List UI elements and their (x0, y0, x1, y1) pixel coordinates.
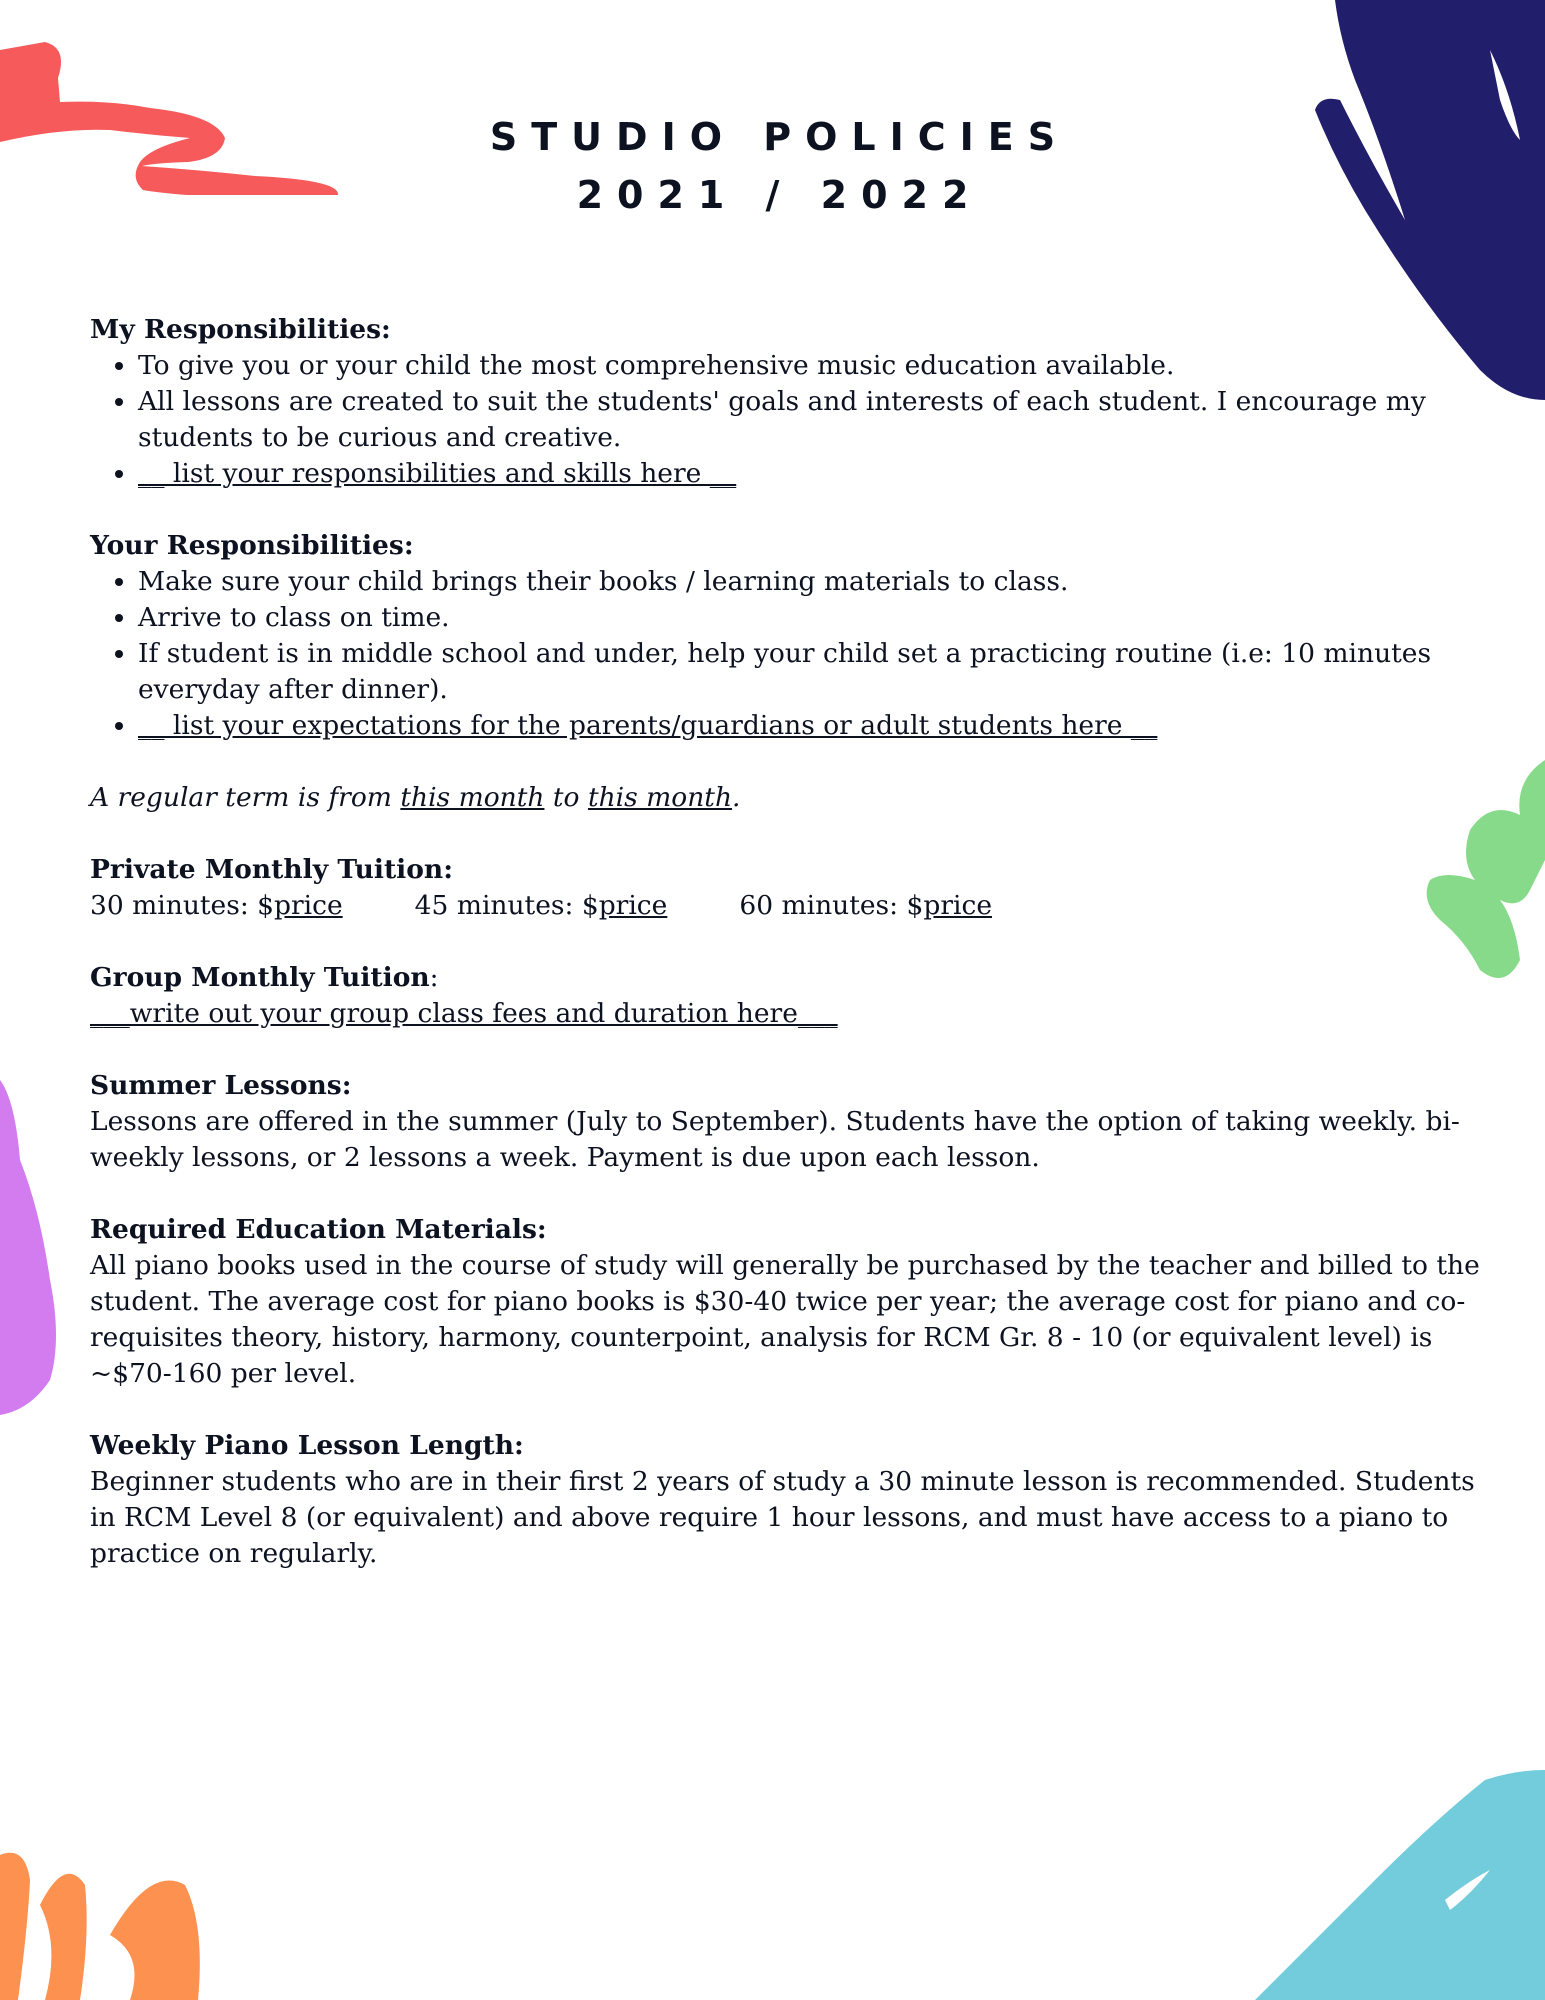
list-item: • Arrive to class on time. (138, 600, 1485, 636)
list-item: • If student is in middle school and under, help your child set a practicing routine (i.e: 10 minutes everyday after dinner). (138, 636, 1485, 708)
tuition-60-price: price (923, 890, 993, 921)
private-tuition-row (90, 888, 1485, 924)
page-title: STUDIO POLICIES (489, 115, 1070, 159)
group-tuition-heading: Group Monthly Tuition (90, 962, 430, 993)
term-sentence (90, 780, 1485, 816)
private-tuition-section (90, 852, 1485, 924)
orange-brush-stroke (0, 1845, 210, 2000)
lesson-length-section (90, 1428, 1485, 1572)
tuition-45-label: 45 minutes: $ (414, 890, 599, 921)
materials-section (90, 1212, 1485, 1392)
lesson-length-body: Beginner students who are in their first 2 years of study a 30 minute lesson is recommended. Students in RCM Level 8 (or equivalent) and above require 1 hour lessons, and must have access to a piano to practice on regularly. (90, 1466, 1475, 1569)
list-item: • __ list your expectations for the parents/guardians or adult students here __ (138, 708, 1485, 744)
list-item: • __ list your responsibilities and skills here __ (138, 456, 1485, 492)
lesson-length-heading: Weekly Piano Lesson Length: (90, 1430, 524, 1461)
term-prefix: A regular term is from (90, 782, 392, 813)
page-subtitle: 2021 / 2022 (576, 173, 983, 217)
tuition-30-label: 30 minutes: $ (90, 890, 275, 921)
cyan-brush-stroke (1255, 1770, 1545, 2000)
group-tuition-colon: : (429, 962, 439, 993)
summer-lessons-section (90, 1068, 1485, 1176)
list-item: • To give you or your child the most comprehensive music education available. (138, 348, 1485, 384)
my-responsibilities-section (90, 312, 1485, 492)
materials-heading: Required Education Materials: (90, 1214, 547, 1245)
list-item: • All lessons are created to suit the students' goals and interests of each student. I encourage my students to be curious and creative. (138, 384, 1485, 456)
group-tuition-section (90, 960, 1485, 1032)
summer-lessons-body: Lessons are offered in the summer (July to September). Students have the option of taking weekly. bi-weekly lessons, or 2 lessons a week. Payment is due upon each lesson. (90, 1106, 1460, 1173)
list-item: • Make sure your child brings their books / learning materials to class. (138, 564, 1485, 600)
private-tuition-heading: Private Monthly Tuition: (90, 854, 453, 885)
purple-brush-stroke (0, 1080, 70, 1415)
my-responsibilities-list (90, 348, 1485, 492)
tuition-30-price: price (274, 890, 343, 921)
your-responsibilities-section (90, 528, 1485, 744)
tuition-45-price: price (598, 890, 668, 921)
title-block (0, 108, 1545, 224)
my-responsibilities-heading: My Responsibilities: (90, 314, 391, 345)
materials-body: All piano books used in the course of study will generally be purchased by the teacher and billed to the student. The average cost for piano books is $30-40 twice per year; the average cost for piano and co-requisites theory, history, harmony, counterpoint, analysis for RCM Gr. 8 - 10 (or equivalent level) is ~$70-160 per level. (90, 1250, 1480, 1389)
term-start: this month (400, 782, 545, 813)
group-tuition-heading-line (90, 960, 1485, 996)
group-tuition-placeholder: ___write out your group class fees and duration here___ (90, 998, 838, 1029)
term-middle: to (552, 782, 580, 813)
your-responsibilities-heading: Your Responsibilities: (90, 530, 414, 561)
summer-lessons-heading: Summer Lessons: (90, 1070, 352, 1101)
policy-content (90, 312, 1485, 1608)
term-end: this month (587, 782, 733, 813)
your-responsibilities-list (90, 564, 1485, 744)
term-suffix: . (732, 782, 741, 813)
tuition-60-label: 60 minutes: $ (739, 890, 924, 921)
